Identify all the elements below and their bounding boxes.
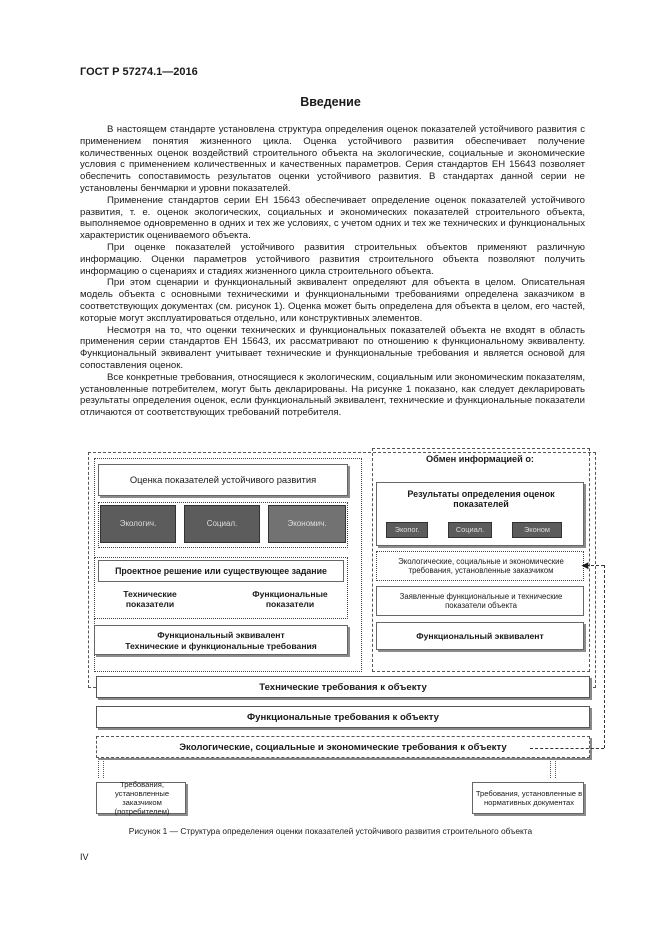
document-header: ГОСТ Р 57274.1—2016 xyxy=(80,66,198,78)
bar-technical: Технические требования к объекту xyxy=(96,676,590,698)
paragraph: При этом сценарии и функциональный эквивалент определяют для объекта в целом. Описательная модель объекта с основными техническими и функциональными требованиями определена заказчиком в соответствующих документах (см. рисунок 1). Оценка может быть определена для объекта в целом, его частей, которые могут эксплуатироваться отдельно, или конструктивных элементов. xyxy=(80,277,585,324)
feedback-line xyxy=(604,565,605,748)
paragraph: При оценке показателей устойчивого развития строительных объектов применяют различную информацию. Оценки параметров устойчивого развития строительного объекта позволяют получить информацию о сценариях и стадиях жизненного цикла строительного объекта. xyxy=(80,241,585,277)
exchange-title: Обмен информацией о: xyxy=(426,453,534,464)
rcat-social: Социал. xyxy=(448,522,492,538)
declared-text: Заявленные функциональные и технические показатели объекта xyxy=(399,592,563,610)
right-feq-box xyxy=(376,622,584,650)
cat-ecological: Экологич. xyxy=(100,505,176,543)
design-title-box xyxy=(98,560,344,582)
declared-box xyxy=(376,586,584,616)
rcat-economic: Эконом xyxy=(512,522,562,538)
bar-environmental: Экологические, социальные и экономические требования к объекту xyxy=(96,736,590,758)
paragraph: Все конкретные требования, относящиеся к экологическим, социальным или экономическим показателям, установленные потребителем, могут быть декларированы. На рисунке 1 показано, как следует декларировать результаты определения оценок, если функциональный эквивалент, технические и функциональные показатели отличаются от соответствующих требований потребителя. xyxy=(80,371,585,419)
func-indicators: Функциональные показатели xyxy=(252,588,328,609)
results-title: Результаты определения оценок показателей xyxy=(407,488,555,509)
source-norms-box xyxy=(472,782,584,814)
source-customer-text: Требования, установленные заказчиком (потребителем) xyxy=(114,780,170,816)
bar-functional: Функциональные требования к объекту xyxy=(96,706,590,728)
feq-line2: Технические и функциональные требования xyxy=(125,640,317,651)
body-text xyxy=(80,124,585,419)
feq-line1: Функциональный эквивалент xyxy=(157,629,285,640)
feedback-line xyxy=(530,748,604,749)
page-number: IV xyxy=(80,852,89,862)
customer-req-text: Экологические, социальные и экономические требования, установленные заказчиком xyxy=(398,557,564,575)
customer-req-box xyxy=(376,551,584,581)
figure-caption: Рисунок 1 — Структура определения оценки показателей устойчивого развития строительного объекта xyxy=(128,826,533,836)
figure-1 xyxy=(80,450,605,820)
section-title: Введение xyxy=(300,95,361,109)
arrow-left-icon: ◀ xyxy=(581,559,589,570)
assessment-title: Оценка показателей устойчивого развития xyxy=(129,473,317,485)
cat-economic: Экономич. xyxy=(268,505,346,543)
tech-indicators: Технические показатели xyxy=(123,588,177,609)
rcat-ecological: Экопог. xyxy=(386,522,428,538)
source-customer-box xyxy=(96,782,186,814)
paragraph: Применение стандартов серии ЕН 15643 обеспечивает определение оценок показателей устойчивого развития, т. е. оценок экологических, социальных и экономических показателей строительного объекта, выполняемое одновременно в одних и тех же условиях, с учетом одних и тех же технических и функциональных характеристик оцениваемого объекта. xyxy=(80,194,585,242)
paragraph: Несмотря на то, что оценки технических и функциональных показателей объекта не входят в область применения серии стандартов ЕН 15643, их рассматривают по отношению к функциональному эквиваленту. Функциональный эквивалент учитывает технические и функциональные требования и является основой для сопоставления оценок. xyxy=(80,324,585,371)
right-feq-text: Функциональный эквивалент xyxy=(416,630,544,641)
paragraph: В настоящем стандарте установлена структура определения оценок показателей устойчивого развития с применением понятия жизненного цикла. Оценка устойчивого развития обеспечивает получение количественных оценок воздействий строительного объекта на экологические, социальные и экономические условия с применением количественных и качественных параметров. Серия стандартов ЕН 15643 позволяет обеспечить сопоставимость результатов оценки устойчивого развития. В стандартах данной серии не установлены бенчмарки и уровни показателей. xyxy=(80,124,585,194)
cat-social: Социал. xyxy=(184,505,260,543)
design-title: Проектное решение или существующее задание xyxy=(115,565,327,576)
left-feq-box xyxy=(94,625,348,655)
source-norms-text: Требования, установленные в нормативных документах xyxy=(475,789,583,807)
assessment-box xyxy=(98,464,348,496)
